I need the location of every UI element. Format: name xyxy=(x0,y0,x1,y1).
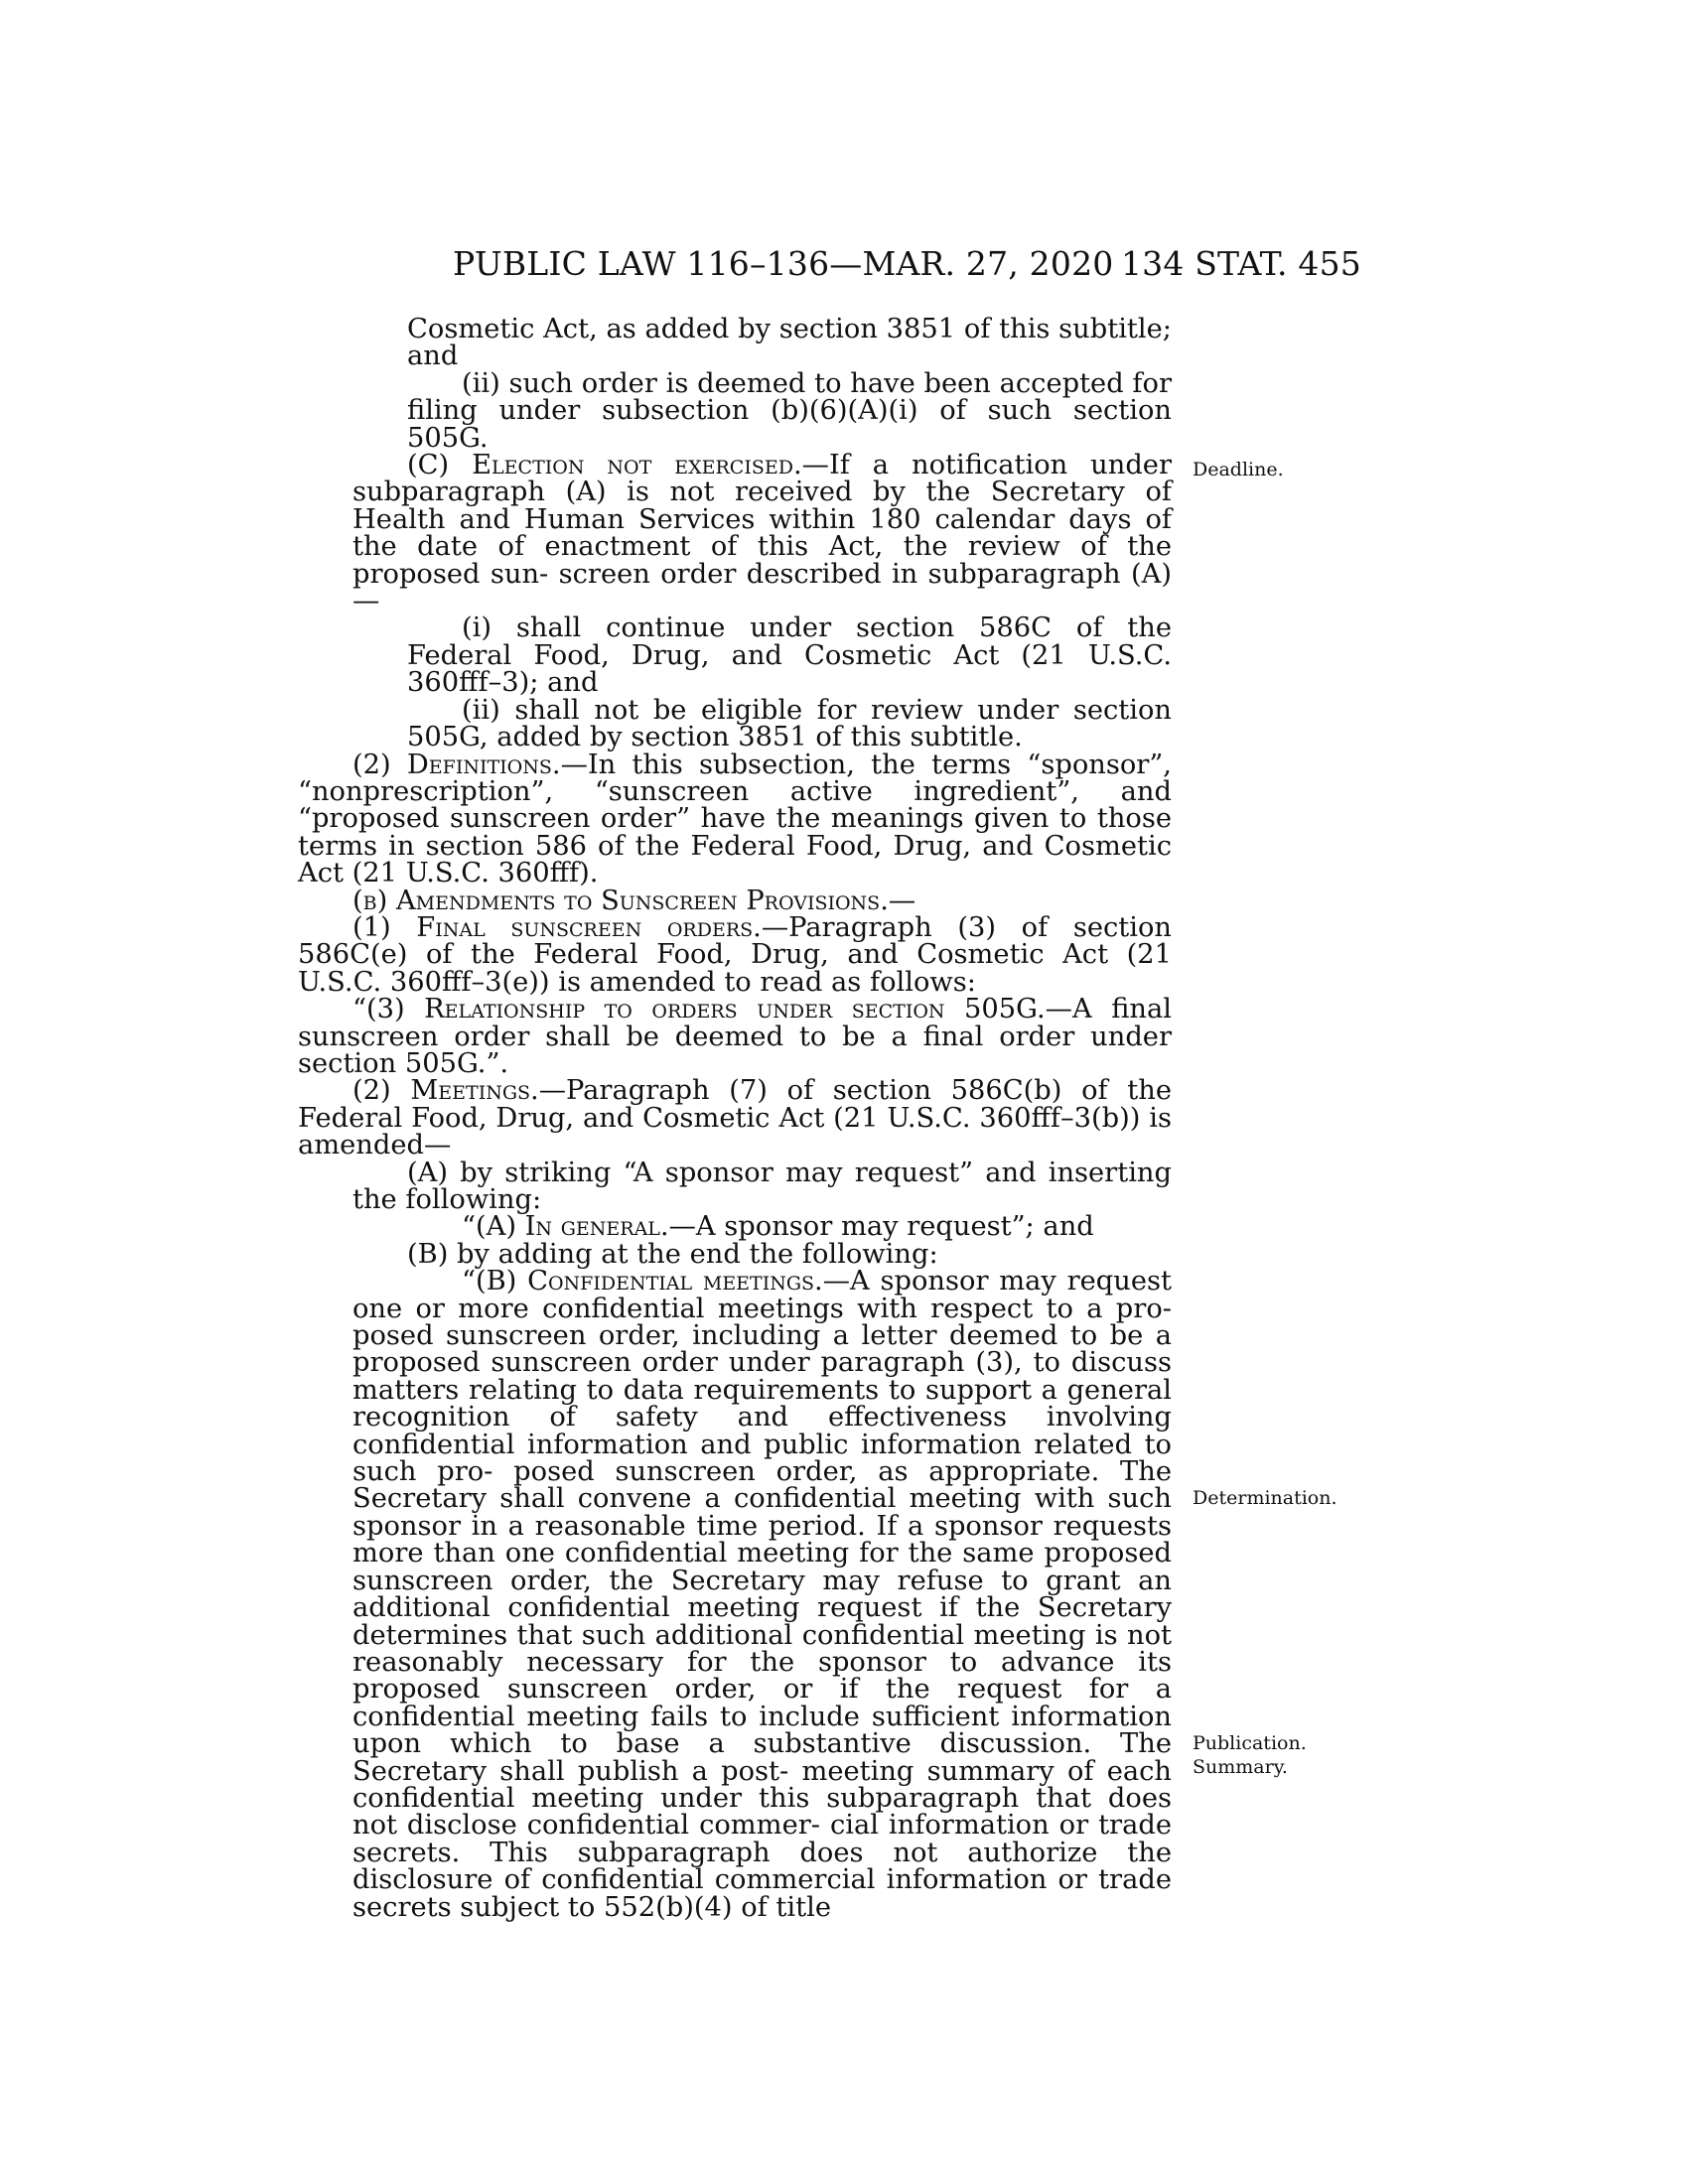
heading-meetings: (2) Meetings. xyxy=(352,1075,539,1107)
clause-ii-deemed-accepted: (ii) such order is deemed to have been accepted for filing under subsection (b)(6)(A)(i) of such section 505G. xyxy=(407,367,1172,454)
paragraph-continuation: Cosmetic Act, as added by section 3851 of this subtitle; and xyxy=(407,314,1172,372)
heading-election-not-exercised: (C) Election not exercised. xyxy=(407,450,802,481)
margin-note-deadline: Deadline. xyxy=(1193,459,1284,480)
margin-note-determination: Determination. xyxy=(1193,1487,1337,1509)
heading-amendments: (b) Amendments to Sunscreen Provisions. xyxy=(352,885,889,916)
quoted-a-in-general xyxy=(352,1211,1172,1243)
in-general-text: —A sponsor may request”; and xyxy=(668,1211,1094,1243)
amendments-dash: — xyxy=(888,885,916,916)
quoted-b-confidential-meetings xyxy=(352,1268,1172,1921)
heading-confidential-meetings: “(B) Confidential meetings. xyxy=(462,1266,823,1297)
running-header-title: PUBLIC LAW 116–136—MAR. 27, 2020 xyxy=(453,244,1114,283)
subsection-b-amendments xyxy=(298,887,1172,914)
meetings-text: —Paragraph (7) of section 586C(b) of the Federal Food, Drug, and Cosmetic Act (21 U.S.C. 360fff–3(b)) is amended— xyxy=(298,1075,1172,1161)
clause-ii-not-eligible: (ii) shall not be eligible for review under section 505G, added by section 3851 of this subtitle. xyxy=(407,694,1172,753)
heading-in-general: “(A) In general. xyxy=(462,1211,669,1243)
subparagraph-c-election xyxy=(352,450,1172,617)
quoted-paragraph-3-relationship xyxy=(298,996,1172,1077)
statute-body xyxy=(298,314,1172,1923)
definitions-text: —In this subsection, the terms “sponsor”, “nonprescription”, “sunscreen active ingredient”, and “proposed sunscreen order” have the meanings given to those terms in section 586 of the Federal Food, Drug, and Cosmetic Act (21 U.S.C. 360fff). xyxy=(298,749,1172,889)
paragraph-2-meetings xyxy=(298,1077,1172,1159)
clause-i-continue-review: (i) shall continue under section 586C of the Federal Food, Drug, and Cosmetic Act (21 U.S.C. 360fff–3); and xyxy=(407,613,1172,699)
heading-final-sunscreen-orders: (1) Final sunscreen orders. xyxy=(352,911,762,943)
paragraph-2-definitions xyxy=(298,751,1172,887)
relationship-text: —A final sunscreen order shall be deemed to be a final order under section 505G.”. xyxy=(298,994,1172,1079)
page-stat-number: 134 STAT. 455 xyxy=(1120,244,1361,283)
paragraph-1-final-orders xyxy=(298,911,1172,998)
clause-a-striking: (A) by striking “A sponsor may request” and inserting the following: xyxy=(352,1157,1172,1215)
heading-definitions: (2) Definitions. xyxy=(352,749,561,780)
final-orders-text: —Paragraph (3) of section 586C(e) of the Federal Food, Drug, and Cosmetic Act (21 U.S.C. 360fff–3(e)) is amended to read as follows: xyxy=(298,911,1172,998)
margin-note-publication: Publication. xyxy=(1193,1732,1307,1754)
heading-relationship: “(3) Relationship to orders under section 505G. xyxy=(352,994,1046,1025)
clause-b-adding: (B) by adding at the end the following: xyxy=(407,1238,938,1270)
confidential-meetings-text: —A sponsor may request one or more confidential meetings with respect to a pro- posed sunscreen order, including a letter deemed to be a proposed sunscreen order under paragraph (3), to discuss matters relating to data requirements to support a general recognition of safety and effectiveness involving confidential information and public information related to such pro- posed sunscreen order, as appropriate. The Secretary shall convene a confidential meeting with such sponsor in a reasonable time period. If a sponsor requests more than one confidential meeting for the same proposed sunscreen order, the Secretary may refuse to grant an additional confidential meeting request if the Secretary determines that such additional confidential meeting is not reasonably necessary for the sponsor to advance its proposed sunscreen order, or if the request for a confidential meeting fails to include sufficient information upon which to base a substantive discussion. The Secretary shall publish a post- meeting summary of each confidential meeting under this subparagraph that does not disclose confidential commer- cial information or trade secrets. This subparagraph does not authorize the disclosure of confidential commercial information or trade secrets subject to 552(b)(4) of title xyxy=(352,1266,1172,1923)
election-text: —If a notification under subparagraph (A) is not received by the Secretary of Health and Human Services within 180 calendar days of the date of enactment of this Act, the review of the proposed sun- screen order described in subparagraph (A)— xyxy=(352,450,1172,617)
margin-note-summary: Summary. xyxy=(1193,1756,1288,1778)
